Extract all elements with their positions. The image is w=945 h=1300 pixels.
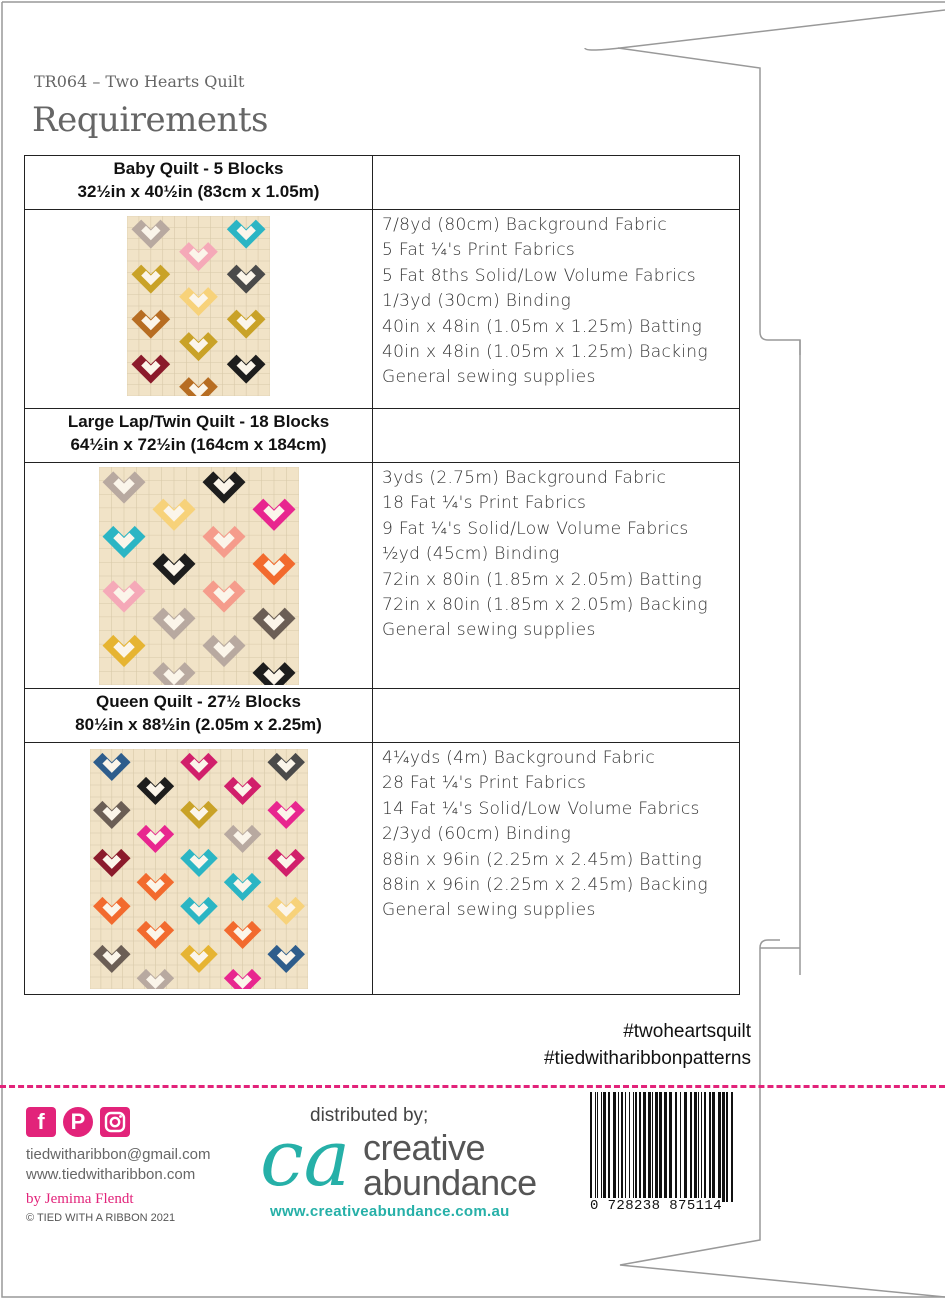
distributor-word1: creative: [363, 1127, 486, 1168]
size-name: Baby Quilt - 5 Blocks: [113, 159, 284, 178]
material-item: General sewing supplies: [382, 367, 596, 388]
size-dimensions: 80½in x 88½in (2.05m x 2.25m): [75, 715, 322, 734]
pattern-code: TR064 – Two Hearts Quilt: [34, 72, 245, 91]
barcode-number: 0 728238 875114: [590, 1198, 723, 1214]
distributor-logo: [258, 1105, 588, 1220]
material-item: 88in x 96in (2.25m x 2.45m) Backing: [382, 875, 708, 896]
baby-quilt-illustration: [127, 216, 270, 396]
page-title: Requirements: [32, 100, 269, 140]
material-item: 40in x 48in (1.05m x 1.25m) Batting: [382, 316, 702, 337]
material-item: ½yd (45cm) Binding: [382, 544, 560, 565]
material-item: 88in x 96in (2.25m x 2.45m) Batting: [382, 849, 702, 870]
material-item: 40in x 48in (1.05m x 1.25m) Backing: [382, 342, 708, 363]
materials-list: [373, 743, 740, 995]
material-item: 2/3yd (60cm) Binding: [382, 824, 571, 845]
distributor-url[interactable]: www.creativeabundance.com.au: [270, 1203, 510, 1220]
queen-quilt-illustration: [90, 749, 308, 989]
social-icons: [26, 1107, 130, 1137]
materials-list: [373, 210, 740, 409]
empty-cell: [373, 689, 740, 743]
material-item: 5 Fat 8ths Solid/Low Volume Fabrics: [382, 265, 696, 286]
material-item: 3yds (2.75m) Background Fabric: [382, 468, 667, 488]
material-item: 4¼yds (4m) Background Fabric: [382, 748, 656, 768]
size-dimensions: 64½in x 72½in (164cm x 184cm): [70, 435, 327, 454]
material-item: 14 Fat ¼'s Solid/Low Volume Fabrics: [382, 798, 700, 819]
material-item: 72in x 80in (1.85m x 2.05m) Backing: [382, 595, 708, 616]
materials-list: [373, 463, 740, 689]
material-item: 18 Fat ¼'s Print Fabrics: [382, 493, 587, 514]
size-name: Large Lap/Twin Quilt - 18 Blocks: [67, 412, 330, 431]
website-link[interactable]: www.tiedwitharibbon.com: [26, 1166, 196, 1183]
copyright: © TIED WITH A RIBBON 2021: [26, 1212, 176, 1224]
material-item: General sewing supplies: [382, 620, 596, 641]
quilt-image-cell: [25, 743, 373, 995]
facebook-icon[interactable]: f: [26, 1107, 56, 1137]
size-content-row: [25, 210, 740, 409]
material-item: General sewing supplies: [382, 900, 596, 921]
material-item: 9 Fat ¼'s Solid/Low Volume Fabrics: [382, 518, 689, 539]
empty-cell: [373, 409, 740, 463]
material-item: 7/8yd (80cm) Background Fabric: [382, 215, 668, 235]
email-link[interactable]: tiedwitharibbon@gmail.com: [26, 1146, 211, 1163]
quilt-image-cell: [25, 210, 373, 409]
size-title-cell: [25, 156, 373, 210]
size-dimensions: 32½in x 40½in (83cm x 1.05m): [77, 182, 320, 201]
ca-monogram-icon: ca: [260, 1114, 351, 1204]
distributor-label: distributed by;: [310, 1105, 429, 1126]
size-content-row: [25, 743, 740, 995]
empty-cell: [373, 156, 740, 210]
material-item: 28 Fat ¼'s Print Fabrics: [382, 773, 587, 794]
distributor-word2: abundance: [363, 1162, 537, 1203]
hashtag[interactable]: #tiedwitharibbonpatterns: [543, 1048, 751, 1069]
lap-quilt-illustration: [99, 467, 299, 685]
pinterest-icon[interactable]: P: [63, 1107, 93, 1137]
size-title-cell: [25, 689, 373, 743]
instagram-icon[interactable]: [100, 1107, 130, 1137]
author: by Jemima Flendt: [26, 1191, 134, 1207]
quilt-image-cell: [25, 463, 373, 689]
material-item: 1/3yd (30cm) Binding: [382, 291, 571, 312]
size-name: Queen Quilt - 27½ Blocks: [95, 692, 301, 711]
size-header-row: [25, 156, 740, 210]
contact-info: [26, 1145, 210, 1185]
size-header-row: [25, 689, 740, 743]
size-header-row: [25, 409, 740, 463]
material-item: 72in x 80in (1.85m x 2.05m) Batting: [382, 569, 702, 590]
dashed-divider: [0, 1085, 945, 1088]
hashtag[interactable]: #twoheartsquilt: [623, 1021, 751, 1042]
size-content-row: [25, 463, 740, 689]
size-title-cell: [25, 409, 373, 463]
hashtags: [544, 1018, 751, 1072]
material-item: 5 Fat ¼'s Print Fabrics: [382, 240, 576, 261]
requirements-table: [24, 155, 740, 995]
